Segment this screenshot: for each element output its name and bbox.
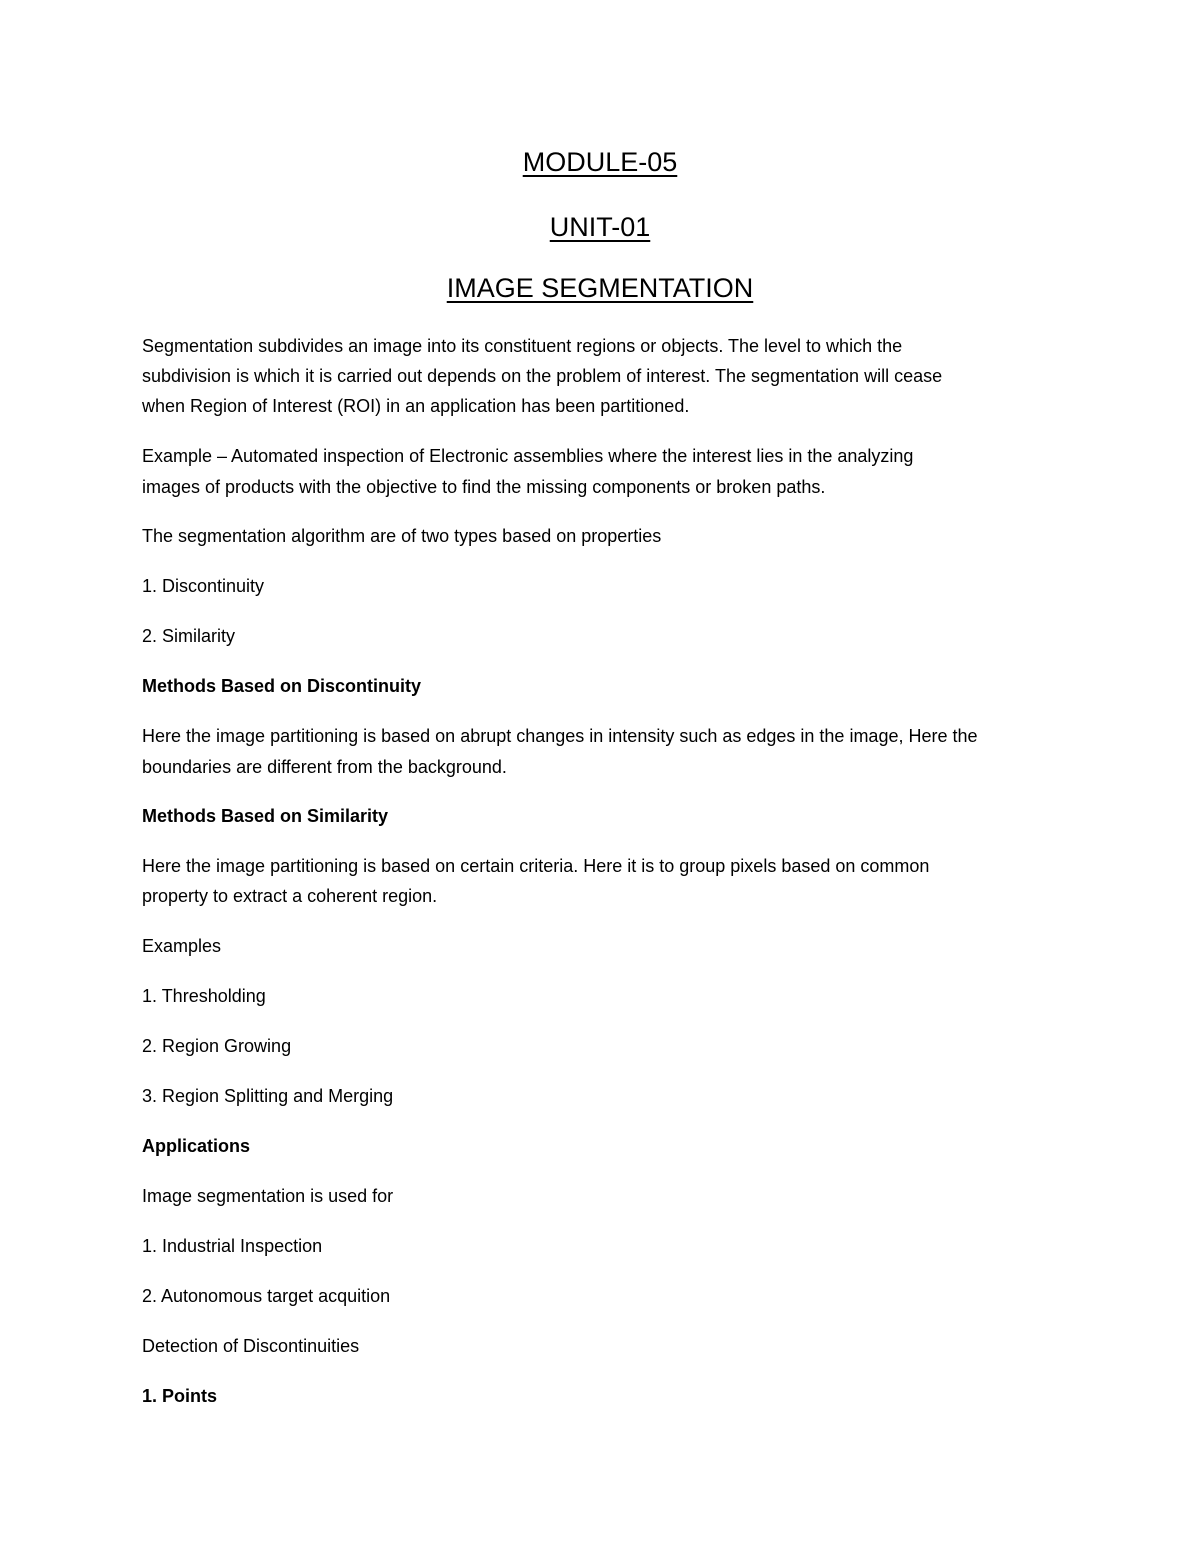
applications-heading: Applications: [142, 1136, 251, 1156]
intro-paragraph-line-3: when Region of Interest (ROI) in an application has been partitioned.: [142, 396, 690, 416]
example-list-item-splitting-merging: 3. Region Splitting and Merging: [142, 1086, 394, 1106]
applications-intro-text: Image segmentation is used for: [142, 1186, 394, 1206]
module-heading: MODULE-05: [522, 147, 678, 177]
example-paragraph-line-2: images of products with the objective to find the missing components or broken paths.: [142, 477, 826, 497]
unit-heading: UNIT-01: [549, 212, 651, 242]
discontinuity-section-heading: Methods Based on Discontinuity: [142, 676, 422, 696]
discontinuity-paragraph-line-1: Here the image partitioning is based on abrupt changes in intensity such as edges in the image, Here the: [142, 726, 978, 746]
page-title: IMAGE SEGMENTATION: [446, 273, 754, 303]
type-list-item-similarity: 2. Similarity: [142, 626, 236, 646]
points-subheading: 1. Points: [142, 1386, 218, 1406]
examples-label: Examples: [142, 936, 222, 956]
types-intro-text: The segmentation algorithm are of two types based on properties: [142, 526, 662, 546]
discontinuity-paragraph-line-2: boundaries are different from the background.: [142, 757, 507, 777]
type-list-item-discontinuity: 1. Discontinuity: [142, 576, 265, 596]
application-list-item-inspection: 1. Industrial Inspection: [142, 1236, 323, 1256]
intro-paragraph-line-2: subdivision is which it is carried out depends on the problem of interest. The segmentation will cease: [142, 366, 943, 386]
similarity-paragraph-line-2: property to extract a coherent region.: [142, 886, 438, 906]
example-list-item-thresholding: 1. Thresholding: [142, 986, 266, 1006]
example-list-item-region-growing: 2. Region Growing: [142, 1036, 292, 1056]
similarity-section-heading: Methods Based on Similarity: [142, 806, 389, 826]
intro-paragraph-line-1: Segmentation subdivides an image into its constituent regions or objects. The level to which the: [142, 336, 903, 356]
detection-section-label: Detection of Discontinuities: [142, 1336, 360, 1356]
similarity-paragraph-line-1: Here the image partitioning is based on certain criteria. Here it is to group pixels based on common: [142, 856, 930, 876]
example-paragraph-line-1: Example – Automated inspection of Electronic assemblies where the interest lies in the analyzing: [142, 446, 914, 466]
application-list-item-target-acquisition: 2. Autonomous target acquition: [142, 1286, 391, 1306]
